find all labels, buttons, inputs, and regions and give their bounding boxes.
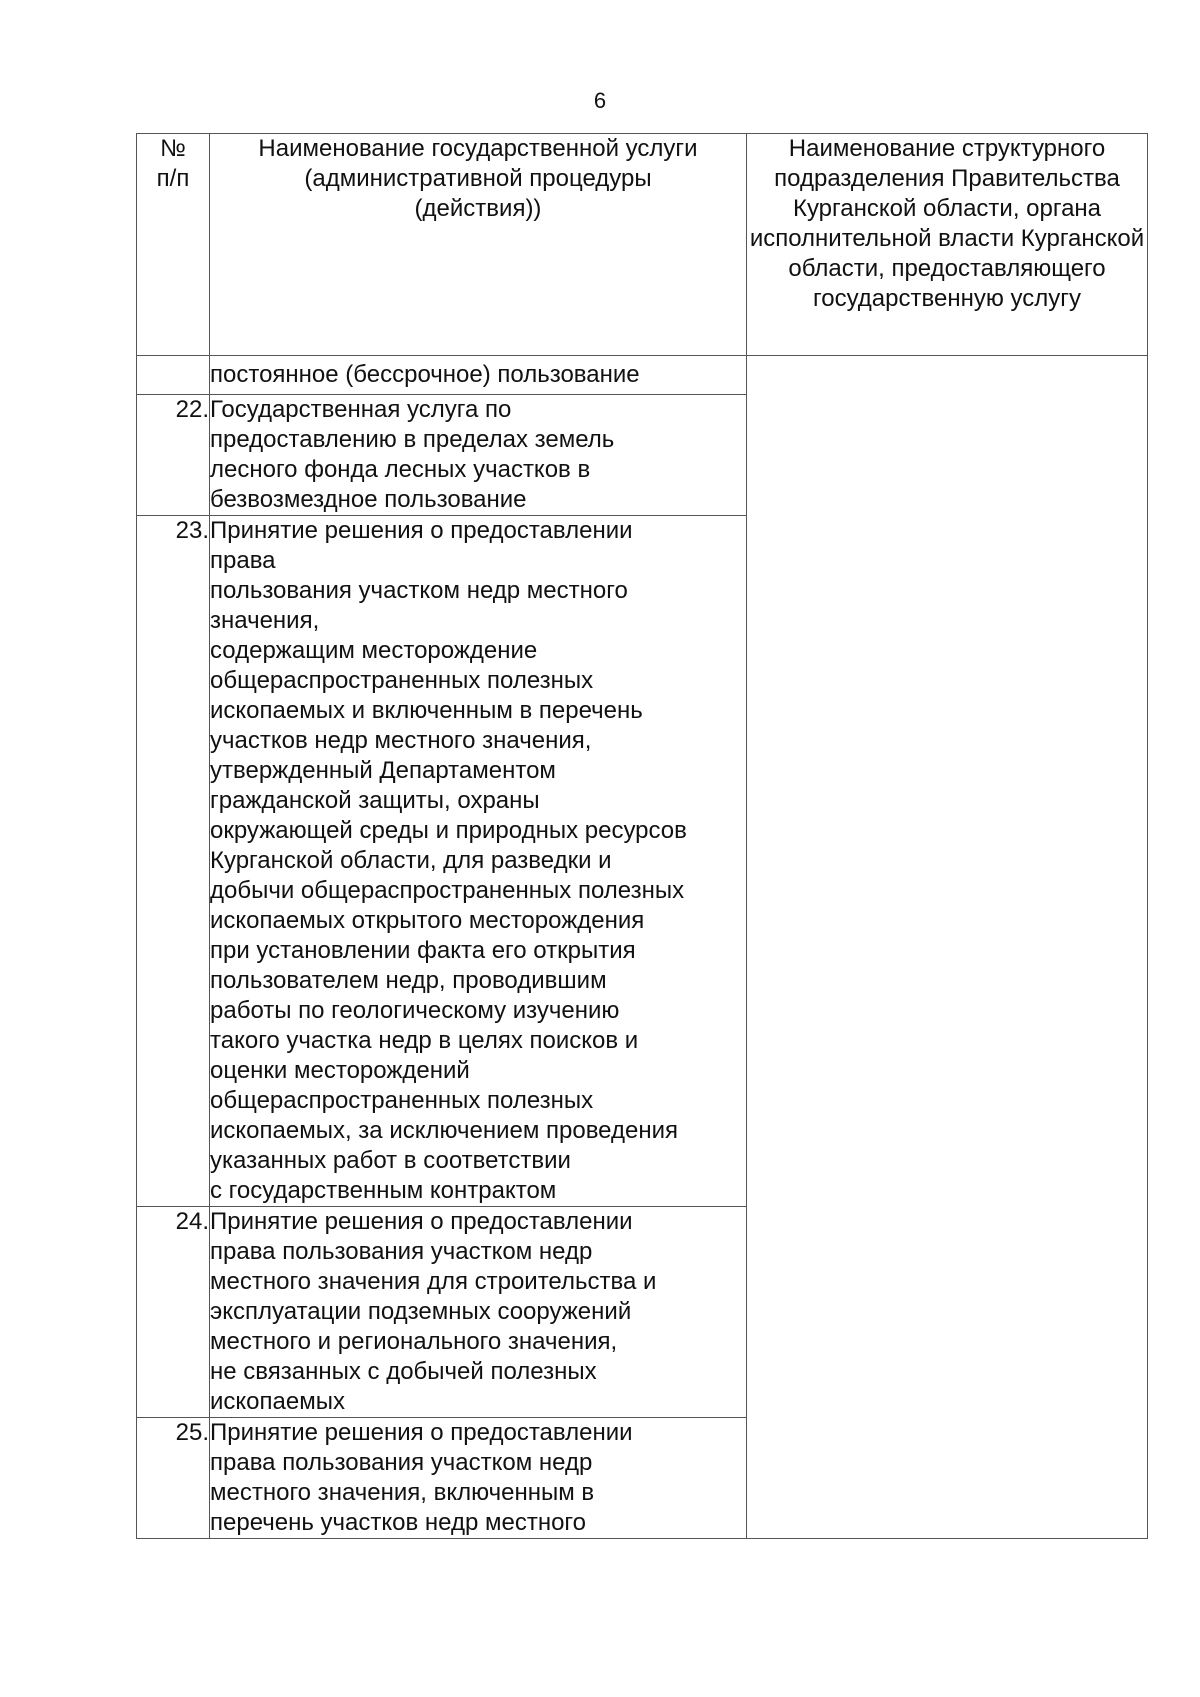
- row-number: 24.: [137, 1207, 210, 1418]
- services-table: [136, 133, 1148, 1539]
- row-service-name: Государственная услуга по предоставлению в пределах земель лесного фонда лесных участков в безвозмездное пользование: [210, 395, 747, 516]
- row-number: 22.: [137, 395, 210, 516]
- page-number: 6: [593, 88, 607, 113]
- row-organization: [747, 356, 1148, 1539]
- row-service-name: Принятие решения о предоставлении права пользования участком недр местного значения, содержащим месторождение общераспространенных полезных ископаемых и включенным в перечень участков недр местного значения, утвержденный Департаментом гражданской защиты, охраны окружающей среды и природных ресурсов Курганской области, для разведки и добычи общераспространенных полезных ископаемых открытого месторождения при установлении факта его открытия пользователем недр, проводившим работы по геологическому изучению такого участка недр в целях поисков и оценки месторождений общераспространенных полезных ископаемых, за исключением проведения указанных работ в соответствии с государственным контрактом: [210, 516, 747, 1207]
- row-service-name: постоянное (бессрочное) пользование: [210, 356, 747, 395]
- header-service-name: Наименование государственной услуги (административной процедуры (действия)): [210, 134, 747, 356]
- header-organization: Наименование структурного подразделения Правительства Курганской области, органа исполнительной власти Курганской области, предоставляющего государственную услугу: [747, 134, 1148, 356]
- header-number: № п/п: [137, 134, 210, 356]
- row-service-name: Принятие решения о предоставлении права пользования участком недр местного значения, включенным в перечень участков недр местного: [210, 1418, 747, 1539]
- row-number: 25.: [137, 1418, 210, 1539]
- row-number: 23.: [137, 516, 210, 1207]
- table-header-row: [137, 134, 1148, 356]
- row-service-name: Принятие решения о предоставлении права пользования участком недр местного значения для строительства и эксплуатации подземных сооружений местного и регионального значения, не связанных с добычей полезных ископаемых: [210, 1207, 747, 1418]
- table-row: [137, 356, 1148, 395]
- row-number: [137, 356, 210, 395]
